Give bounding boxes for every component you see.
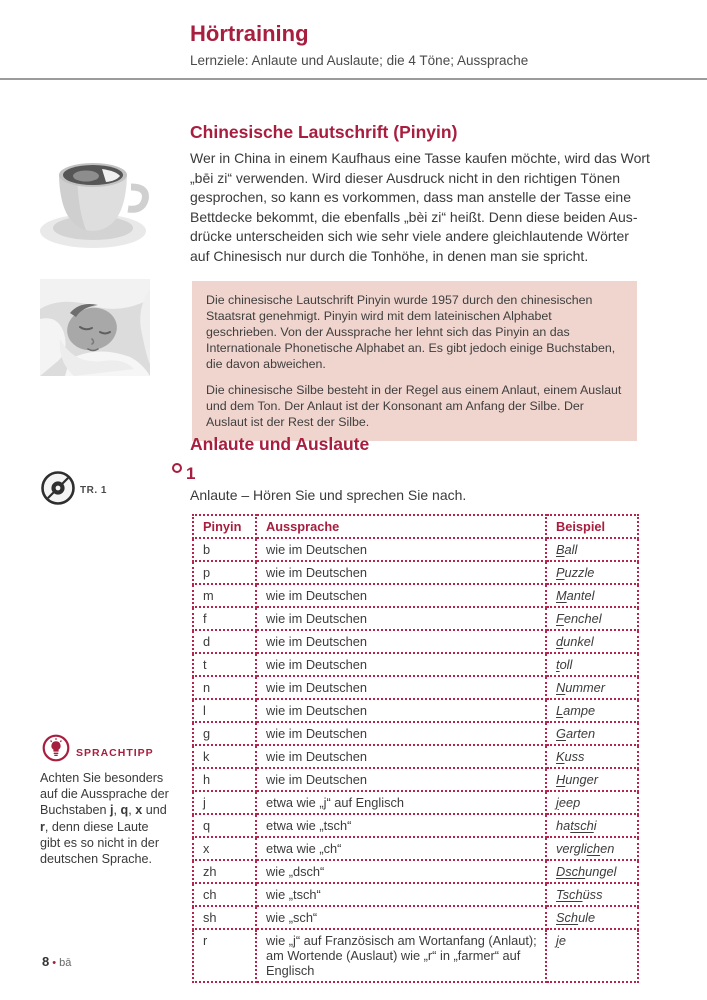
- cell-pinyin: ch: [193, 883, 256, 906]
- table-row: [193, 676, 638, 699]
- cell-aussprache: wie im Deutschen: [256, 653, 546, 676]
- cell-aussprache: wie im Deutschen: [256, 561, 546, 584]
- pinyin-table-body: [193, 538, 638, 982]
- page-footer: [42, 954, 71, 969]
- sprachtipp-text: Achten Sie besonders auf die Aussprache der Buchstaben j, q, x und r, denn diese Laute gibt es so nicht in der deutschen Sprache.: [40, 771, 169, 867]
- section-title-anlaute: Anlaute und Auslaute: [190, 434, 370, 454]
- cell-beispiel: jeep: [546, 791, 638, 814]
- cell-pinyin: g: [193, 722, 256, 745]
- cell-pinyin: j: [193, 791, 256, 814]
- audio-cd-icon: [40, 470, 76, 511]
- exercise-number: 1: [186, 464, 196, 483]
- info-box-paragraph-1: Die chinesische Lautschrift Pinyin wurde 1957 durch den chinesischen Staatsrat genehmigt. Pinyin wird mit dem lateinischen Alphabet geschrieben. Von der Aussprache her lehnt sich das Pinyin an das Internationale Phonetische Alphabet an. Es gibt jedoch einige Buchstaben, die davon abweichen.: [206, 293, 616, 371]
- info-box-paragraph-2: Die chinesische Silbe besteht in der Regel aus einem Anlaut, einem Auslaut und dem Ton. Der Anlaut ist der Konsonant am Anfang der Silbe. Der Auslaut ist der Rest der Silbe.: [206, 383, 622, 429]
- cell-beispiel: Hunger: [546, 768, 638, 791]
- cell-beispiel: Garten: [546, 722, 638, 745]
- pinyin-table: [192, 514, 639, 983]
- lightbulb-icon: [42, 734, 70, 767]
- sleeping-baby-illustration: [40, 279, 150, 376]
- page-title: Hörtraining: [190, 21, 309, 46]
- page-subtitle: Lernziele: Anlaute und Auslaute; die 4 Töne; Aussprache: [190, 53, 529, 68]
- table-row: [193, 722, 638, 745]
- sprachtipp-label: SPRACHTIPP: [76, 747, 154, 759]
- cell-aussprache: etwa wie „tsch“: [256, 814, 546, 837]
- cell-aussprache: wie im Deutschen: [256, 538, 546, 561]
- cell-pinyin: b: [193, 538, 256, 561]
- table-row: [193, 630, 638, 653]
- table-header-row: [193, 515, 638, 538]
- cell-beispiel: je: [546, 929, 638, 982]
- exercise-ring-icon: [172, 463, 182, 473]
- audio-track-label: TR. 1: [80, 485, 107, 496]
- teacup-photo: [36, 157, 150, 253]
- cell-aussprache: wie im Deutschen: [256, 630, 546, 653]
- cell-aussprache: wie im Deutschen: [256, 768, 546, 791]
- cell-aussprache: wie „j“ auf Französisch am Wortanfang (Anlaut); am Wortende (Auslaut) wie „r“ in „farmer“ auf Englisch: [256, 929, 546, 982]
- cell-beispiel: Schule: [546, 906, 638, 929]
- cell-aussprache: wie im Deutschen: [256, 745, 546, 768]
- cell-aussprache: wie „sch“: [256, 906, 546, 929]
- cell-beispiel: Ball: [546, 538, 638, 561]
- cell-beispiel: Tschüss: [546, 883, 638, 906]
- table-row: [193, 929, 638, 982]
- table-row: [193, 584, 638, 607]
- cell-pinyin: l: [193, 699, 256, 722]
- table-row: [193, 791, 638, 814]
- table-row: [193, 561, 638, 584]
- table-row: [193, 814, 638, 837]
- cell-aussprache: wie im Deutschen: [256, 699, 546, 722]
- cell-pinyin: n: [193, 676, 256, 699]
- info-box: [192, 281, 637, 441]
- cell-beispiel: Puzzle: [546, 561, 638, 584]
- table-row: [193, 538, 638, 561]
- cell-beispiel: Dschungel: [546, 860, 638, 883]
- cell-pinyin: t: [193, 653, 256, 676]
- page-number: 8: [42, 954, 50, 969]
- table-row: [193, 699, 638, 722]
- cell-beispiel: Fenchel: [546, 607, 638, 630]
- header-divider: [0, 78, 707, 80]
- cell-pinyin: p: [193, 561, 256, 584]
- cell-beispiel: Nummer: [546, 676, 638, 699]
- exercise-instruction: Anlaute – Hören Sie und sprechen Sie nach.: [190, 487, 467, 503]
- cell-aussprache: wie im Deutschen: [256, 584, 546, 607]
- cell-beispiel: toll: [546, 653, 638, 676]
- cell-pinyin: f: [193, 607, 256, 630]
- cell-beispiel: dunkel: [546, 630, 638, 653]
- sleeping-baby-photo: [40, 279, 150, 376]
- cell-pinyin: x: [193, 837, 256, 860]
- pinyin-paragraph: Wer in China in einem Kaufhaus eine Tasse kaufen möchte, wird das Wort „bēi zi“ verwenden. Wird dieser Ausdruck nicht in den richtigen Tönen gesprochen, so kann es vorkommen, dass man anstelle der Tasse eine Bettdecke bekommt, die ebenfalls „bèi zi“ heißt. Denn diese beiden Ausdrücke unterscheiden sich wie sehr viele andere gleichlautende Wörter auf Chinesisch nur durch die Tonhöhe, in denen man sie spricht.: [190, 150, 650, 264]
- cell-aussprache: wie „dsch“: [256, 860, 546, 883]
- footer-bullet: •: [52, 957, 57, 969]
- column-header-beispiel: Beispiel: [546, 515, 638, 538]
- cell-aussprache: etwa wie „j“ auf Englisch: [256, 791, 546, 814]
- column-header-aussprache: Aussprache: [256, 515, 546, 538]
- cell-beispiel: Kuss: [546, 745, 638, 768]
- cell-pinyin: d: [193, 630, 256, 653]
- table-row: [193, 883, 638, 906]
- table-row: [193, 607, 638, 630]
- cell-pinyin: r: [193, 929, 256, 982]
- cell-beispiel: Lampe: [546, 699, 638, 722]
- teacup-illustration: [36, 157, 150, 253]
- table-row: [193, 745, 638, 768]
- cell-pinyin: m: [193, 584, 256, 607]
- table-row: [193, 860, 638, 883]
- cell-beispiel: Mantel: [546, 584, 638, 607]
- cell-pinyin: sh: [193, 906, 256, 929]
- table-row: [193, 906, 638, 929]
- cell-pinyin: zh: [193, 860, 256, 883]
- cell-aussprache: wie im Deutschen: [256, 676, 546, 699]
- cell-aussprache: wie im Deutschen: [256, 607, 546, 630]
- cell-aussprache: wie „tsch“: [256, 883, 546, 906]
- table-row: [193, 653, 638, 676]
- footer-pinyin-word: bā: [59, 957, 72, 969]
- cell-beispiel: verglichen: [546, 837, 638, 860]
- cell-aussprache: wie im Deutschen: [256, 722, 546, 745]
- column-header-pinyin: Pinyin: [193, 515, 256, 538]
- table-row: [193, 768, 638, 791]
- cell-aussprache: etwa wie „ch“: [256, 837, 546, 860]
- cell-pinyin: k: [193, 745, 256, 768]
- cell-beispiel: hatschi: [546, 814, 638, 837]
- section-title-pinyin: Chinesische Lautschrift (Pinyin): [190, 122, 458, 142]
- table-row: [193, 837, 638, 860]
- cell-pinyin: h: [193, 768, 256, 791]
- cell-pinyin: q: [193, 814, 256, 837]
